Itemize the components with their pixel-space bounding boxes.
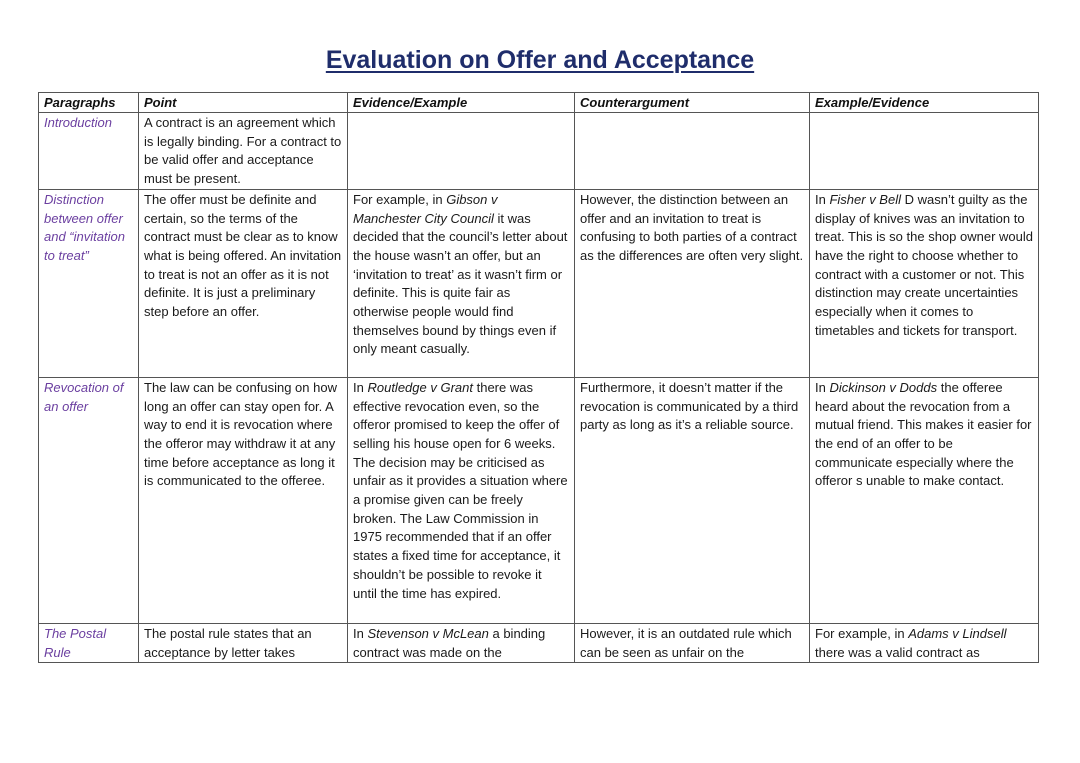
header-point: Point: [139, 93, 348, 113]
evidence-cell: For example, in Gibson v Manchester City Council it was decided that the council’s letter about the house wasn’t an offer, but an ‘invitation to treat’ as it wasn’t firm or definite. This is quite fair as otherwise people would find themselves bound by things even if only meant casually.: [348, 189, 575, 377]
header-example: Example/Evidence: [810, 93, 1039, 113]
counter-cell: However, it is an outdated rule which can be seen as unfair on the: [575, 623, 810, 662]
point-cell: The law can be confusing on how long an offer can stay open for. A way to end it is revocation where the offeror may withdraw it at any time before acceptance as long it is communicated to the offeree.: [139, 377, 348, 623]
example-cell: For example, in Adams v Lindsell there was a valid contract as: [810, 623, 1039, 662]
evaluation-table: [38, 92, 1039, 663]
table-row: [39, 189, 1039, 377]
case-name: Fisher v Bell: [829, 191, 901, 207]
counter-cell: However, the distinction between an offer and an invitation to treat is confusing to both parties of a contract as the differences are often very slight.: [575, 189, 810, 377]
table-row: [39, 623, 1039, 662]
paragraph-cell: Revocation of an offer: [39, 377, 139, 623]
point-cell: The postal rule states that an acceptance by letter takes: [139, 623, 348, 662]
document-title: Evaluation on Offer and Acceptance: [325, 46, 755, 74]
evidence-cell: In Stevenson v McLean a binding contract was made on the: [348, 623, 575, 662]
example-cell: [810, 113, 1039, 190]
evidence-cell: [348, 113, 575, 190]
header-row: [39, 93, 1039, 113]
table-row: [39, 113, 1039, 190]
point-cell: A contract is an agreement which is legally binding. For a contract to be valid offer and acceptance must be present.: [139, 113, 348, 190]
header-paragraphs: Paragraphs: [39, 93, 139, 113]
header-counterargument: Counterargument: [575, 93, 810, 113]
header-evidence: Evidence/Example: [348, 93, 575, 113]
point-cell: The offer must be definite and certain, so the terms of the contract must be clear as to know what is being offered. An invitation to treat is not an offer as it is not definite. It is just a preliminary step before an offer.: [139, 189, 348, 377]
paragraph-cell: The Postal Rule: [39, 623, 139, 662]
case-name: Adams v Lindsell: [908, 625, 1007, 641]
evidence-cell: In Routledge v Grant there was effective revocation even, so the offeror promised to keep the offer of selling his house open for 6 weeks. The decision may be criticised as unfair as it provides a situation where a promise given can be freely broken. The Law Commission in 1975 recommended that if an offer states a fixed time for acceptance, it shouldn’t be possible to revoke it until the time has expired.: [348, 377, 575, 623]
paragraph-cell: Introduction: [39, 113, 139, 190]
case-name: Stevenson v McLean: [367, 625, 489, 641]
case-name: Gibson v Manchester City Council: [353, 191, 498, 226]
paragraph-cell: Distinction between offer and “invitation to treat”: [39, 189, 139, 377]
example-cell: In Fisher v Bell D wasn’t guilty as the display of knives was an invitation to treat. This is so the shop owner would have the right to choose whether to contract with a customer or not. This distinction may create uncertainties especially when it comes to timetables and tickets for transport.: [810, 189, 1039, 377]
case-name: Routledge v Grant: [367, 379, 473, 395]
case-name: Dickinson v Dodds: [829, 379, 938, 395]
counter-cell: Furthermore, it doesn’t matter if the revocation is communicated by a third party as long as it’s a reliable source.: [575, 377, 810, 623]
counter-cell: [575, 113, 810, 190]
example-cell: In Dickinson v Dodds the offeree heard about the revocation from a mutual friend. This makes it easier for the end of an offer to be communicate especially where the offeror s unable to make contact.: [810, 377, 1039, 623]
table-row: [39, 377, 1039, 623]
